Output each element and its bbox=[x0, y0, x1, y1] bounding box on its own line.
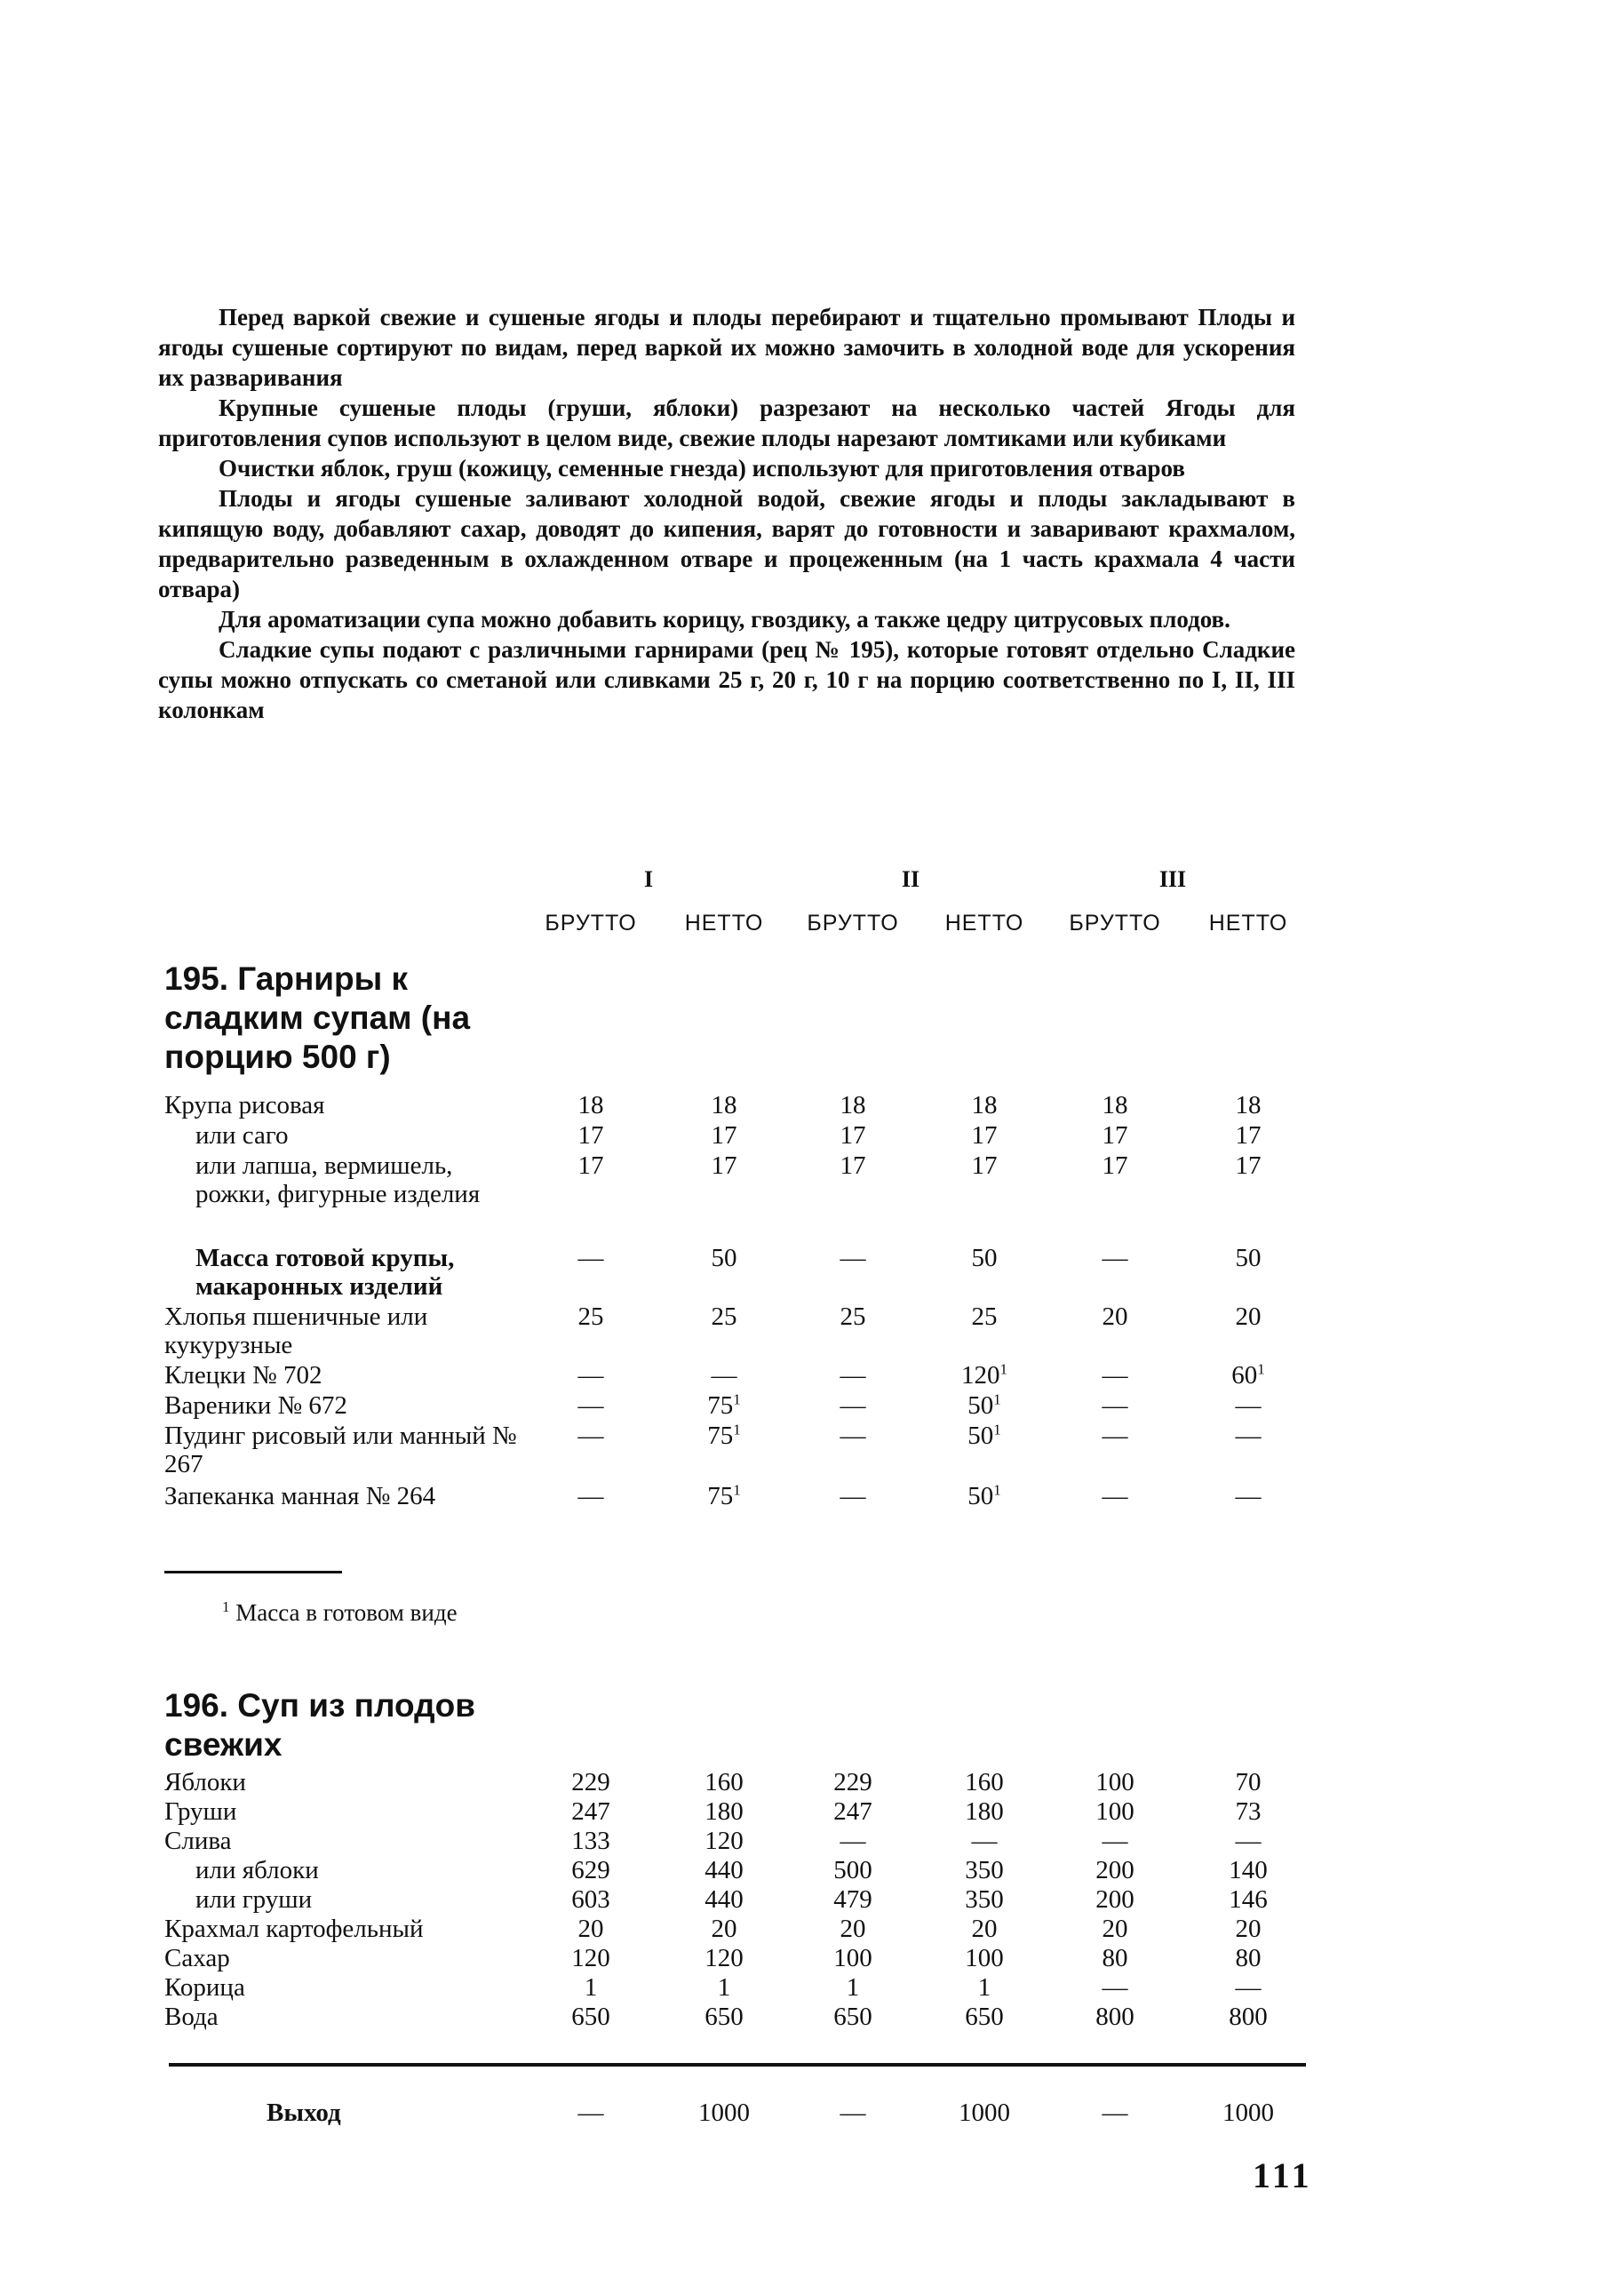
ingredient-label: Вода bbox=[164, 2003, 219, 2031]
value-text: 1000 bbox=[959, 2099, 1010, 2127]
value-cell bbox=[1071, 1244, 1159, 1272]
value-cell bbox=[808, 1973, 897, 2002]
value-cell bbox=[1071, 1302, 1159, 1331]
value-cell bbox=[808, 1091, 897, 1119]
value-text: — bbox=[577, 2099, 604, 2127]
value-text: 17 bbox=[577, 1121, 604, 1150]
value-cell bbox=[808, 1422, 897, 1450]
value-text: 60 bbox=[1231, 1361, 1258, 1390]
value-cell bbox=[1204, 2099, 1293, 2127]
value-text: 25 bbox=[577, 1302, 604, 1331]
value-cell bbox=[808, 2099, 897, 2127]
value-text: 20 bbox=[1235, 1915, 1262, 1943]
value-cell bbox=[1204, 1827, 1293, 1855]
value-cell bbox=[1204, 1091, 1293, 1119]
value-text: 20 bbox=[1102, 1915, 1128, 1943]
value-text: 650 bbox=[571, 2003, 610, 2031]
value-cell bbox=[680, 1244, 768, 1272]
value-cell bbox=[940, 1244, 1029, 1272]
value-text: 20 bbox=[711, 1915, 737, 1943]
value-cell bbox=[1071, 1944, 1159, 1972]
value-cell bbox=[546, 1482, 635, 1510]
value-cell bbox=[808, 1856, 897, 1884]
yield-label: Выход bbox=[267, 2099, 341, 2127]
value-text: 120 bbox=[705, 1944, 744, 1972]
value-text: 25 bbox=[711, 1302, 737, 1331]
value-text: 603 bbox=[571, 1885, 610, 1914]
value-text: 100 bbox=[1095, 1797, 1134, 1826]
value-text: — bbox=[840, 1361, 866, 1390]
value-text: 18 bbox=[971, 1091, 998, 1119]
ingredient-label: Яблоки bbox=[164, 1768, 246, 1796]
value-text: 100 bbox=[1095, 1768, 1134, 1796]
column-group-i: I bbox=[643, 866, 654, 892]
value-cell bbox=[680, 1885, 768, 1914]
footnote-rule bbox=[164, 1571, 342, 1573]
value-cell bbox=[1204, 1121, 1293, 1150]
column-brutto: БРУТТО bbox=[1069, 911, 1161, 936]
value-cell bbox=[940, 1973, 1029, 2002]
ingredient-label: Крахмал картофельный bbox=[164, 1915, 424, 1943]
value-cell bbox=[1204, 1797, 1293, 1826]
value-cell bbox=[808, 1244, 897, 1272]
value-cell bbox=[680, 2099, 768, 2127]
value-cell bbox=[940, 1768, 1029, 1796]
recipe-196-title: 196. Суп из плодов свежих bbox=[164, 1687, 475, 1763]
footnote-mark: 1 bbox=[993, 1421, 1001, 1438]
value-text: 25 bbox=[840, 1302, 866, 1331]
column-brutto: БРУТТО bbox=[545, 911, 637, 936]
column-headers bbox=[0, 866, 1624, 955]
value-text: 17 bbox=[711, 1151, 737, 1180]
value-cell bbox=[546, 1151, 635, 1180]
value-cell bbox=[1204, 2003, 1293, 2031]
value-text: 160 bbox=[965, 1768, 1004, 1796]
ingredient-label: Крупа рисовая bbox=[164, 1091, 325, 1119]
value-cell bbox=[1071, 1482, 1159, 1510]
value-text: — bbox=[971, 1827, 998, 1855]
ingredient-label: Пудинг рисовый или манный № 267 bbox=[164, 1422, 517, 1478]
value-text: 120 bbox=[705, 1827, 744, 1855]
value-text: 1 bbox=[846, 1973, 860, 2002]
intro-paragraph: Крупные сушеные плоды (груши, яблоки) разрезают на несколько частей Ягоды для приготовления супов используют в целом виде, свежие плоды нарезают ломтиками или кубиками bbox=[158, 394, 1295, 451]
footnote-mark: 1 bbox=[1257, 1360, 1265, 1378]
value-text: 17 bbox=[1102, 1121, 1128, 1150]
value-cell bbox=[680, 2003, 768, 2031]
value-cell bbox=[1204, 1856, 1293, 1884]
value-text: 650 bbox=[833, 2003, 872, 2031]
value-cell bbox=[1204, 1151, 1293, 1180]
recipe-195-title: 195. Гарниры к сладким супам (на порцию 500 г) bbox=[164, 960, 471, 1075]
value-text: 75 bbox=[707, 1391, 734, 1420]
value-cell bbox=[546, 1244, 635, 1272]
value-cell bbox=[680, 1091, 768, 1119]
intro-paragraph: Перед варкой свежие и сушеные ягоды и плоды перебирают и тщательно промывают Плоды и ягоды сушеные сортируют по видам, перед варкой их можно замочить в холодной воде для ускорения их разваривания bbox=[158, 304, 1295, 391]
value-cell bbox=[546, 1797, 635, 1826]
value-cell bbox=[1071, 1885, 1159, 1914]
value-cell bbox=[680, 1151, 768, 1180]
value-cell bbox=[808, 1361, 897, 1390]
value-text: 200 bbox=[1095, 1885, 1134, 1914]
value-text: — bbox=[1235, 1973, 1262, 2002]
ingredient-label: Корица bbox=[164, 1973, 245, 2002]
intro-paragraph: Для ароматизации супа можно добавить корицу, гвоздику, а также цедру цитрусовых плодов. bbox=[219, 606, 1230, 633]
footnote bbox=[222, 1599, 458, 1627]
value-text: 18 bbox=[840, 1091, 866, 1119]
value-cell bbox=[1071, 2003, 1159, 2031]
ingredient-label: или лапша, вермишель, рожки, фигурные изделия bbox=[195, 1151, 481, 1208]
value-cell bbox=[1071, 1915, 1159, 1943]
value-text: 20 bbox=[1102, 1302, 1128, 1331]
value-cell bbox=[940, 1482, 1029, 1510]
value-cell bbox=[940, 1151, 1029, 1180]
value-text: 17 bbox=[971, 1121, 998, 1150]
value-cell bbox=[546, 1361, 635, 1390]
value-text: 1000 bbox=[698, 2099, 750, 2127]
value-cell bbox=[940, 1944, 1029, 1972]
value-text: 1 bbox=[977, 1973, 991, 2002]
value-cell bbox=[940, 1391, 1029, 1420]
value-cell bbox=[940, 1827, 1029, 1855]
column-netto: НЕТТО bbox=[1208, 911, 1288, 936]
value-cell bbox=[940, 1915, 1029, 1943]
value-text: 17 bbox=[971, 1151, 998, 1180]
column-brutto: БРУТТО bbox=[807, 911, 899, 936]
value-cell bbox=[546, 1944, 635, 1972]
value-cell bbox=[546, 1768, 635, 1796]
value-cell bbox=[546, 2003, 635, 2031]
value-text: — bbox=[1235, 1482, 1262, 1510]
ingredient-label: Сахар bbox=[164, 1944, 230, 1972]
value-text: 80 bbox=[1235, 1944, 1262, 1972]
value-text: 18 bbox=[711, 1091, 737, 1119]
value-cell bbox=[808, 1302, 897, 1331]
value-text: 17 bbox=[840, 1151, 866, 1180]
value-cell bbox=[940, 1091, 1029, 1119]
value-text: 160 bbox=[705, 1768, 744, 1796]
value-text: 500 bbox=[833, 1856, 872, 1884]
value-text: 350 bbox=[965, 1856, 1004, 1884]
ingredient-label: Слива bbox=[164, 1827, 232, 1855]
value-text: — bbox=[1235, 1422, 1262, 1450]
value-cell bbox=[1204, 1422, 1293, 1450]
value-cell bbox=[680, 1302, 768, 1331]
ingredient-label: Клецки № 702 bbox=[164, 1361, 322, 1390]
ingredient-label: Масса готовой крупы, макаронных изделий bbox=[195, 1244, 455, 1301]
value-text: — bbox=[1102, 1827, 1128, 1855]
value-text: 146 bbox=[1229, 1885, 1268, 1914]
value-text: 20 bbox=[840, 1915, 866, 1943]
value-text: 140 bbox=[1229, 1856, 1268, 1884]
value-text: 100 bbox=[965, 1944, 1004, 1972]
value-cell bbox=[1071, 1422, 1159, 1450]
value-text: — bbox=[840, 2099, 866, 2127]
value-cell bbox=[1071, 1827, 1159, 1855]
value-cell bbox=[940, 1361, 1029, 1390]
value-text: 75 bbox=[707, 1422, 734, 1450]
value-cell bbox=[808, 1915, 897, 1943]
value-text: 20 bbox=[577, 1915, 604, 1943]
value-text: — bbox=[577, 1422, 604, 1450]
value-cell bbox=[680, 1944, 768, 1972]
value-cell bbox=[1204, 1482, 1293, 1510]
value-text: 18 bbox=[1102, 1091, 1128, 1119]
value-cell bbox=[1204, 1361, 1293, 1390]
value-text: — bbox=[577, 1361, 604, 1390]
footnote-mark: 1 bbox=[733, 1481, 741, 1499]
value-text: — bbox=[1102, 1973, 1128, 2002]
value-text: 1000 bbox=[1222, 2099, 1274, 2127]
value-cell bbox=[940, 2003, 1029, 2031]
value-cell bbox=[1204, 1302, 1293, 1331]
value-cell bbox=[546, 1827, 635, 1855]
value-text: 17 bbox=[1235, 1151, 1262, 1180]
value-cell bbox=[1204, 1973, 1293, 2002]
value-cell bbox=[1204, 1244, 1293, 1272]
value-cell bbox=[808, 2003, 897, 2031]
value-cell bbox=[1071, 1856, 1159, 1884]
value-cell bbox=[1071, 1391, 1159, 1420]
value-text: 50 bbox=[711, 1244, 737, 1272]
value-cell bbox=[808, 1827, 897, 1855]
value-text: 229 bbox=[833, 1768, 872, 1796]
value-text: 80 bbox=[1102, 1944, 1128, 1972]
ingredient-label: Запеканка манная № 264 bbox=[164, 1482, 436, 1510]
value-text: — bbox=[840, 1482, 866, 1510]
value-text: 479 bbox=[833, 1885, 872, 1914]
value-cell bbox=[1071, 1361, 1159, 1390]
value-text: 629 bbox=[571, 1856, 610, 1884]
value-text: — bbox=[1235, 1391, 1262, 1420]
value-text: 1 bbox=[717, 1973, 731, 2002]
value-cell bbox=[546, 1391, 635, 1420]
ingredient-label: Груши bbox=[164, 1797, 237, 1826]
value-cell bbox=[940, 1797, 1029, 1826]
value-cell bbox=[546, 1422, 635, 1450]
value-cell bbox=[940, 1302, 1029, 1331]
value-cell bbox=[940, 1856, 1029, 1884]
value-text: 120 bbox=[961, 1361, 1000, 1390]
value-text: 17 bbox=[1102, 1151, 1128, 1180]
value-cell bbox=[680, 1422, 768, 1450]
ingredient-label: или саго bbox=[195, 1121, 289, 1150]
value-text: — bbox=[1102, 1422, 1128, 1450]
value-cell bbox=[940, 1422, 1029, 1450]
value-text: 440 bbox=[705, 1885, 744, 1914]
value-text: 1 bbox=[584, 1973, 598, 2002]
value-text: 17 bbox=[840, 1121, 866, 1150]
value-cell bbox=[680, 1797, 768, 1826]
intro-paragraph: Сладкие супы подают с различными гарнирами (рец № 195), которые готовят отдельно Сладкие супы можно отпускать со сметаной или сливками 25 г, 20 г, 10 г на порцию соответственно по I, II, III колонкам bbox=[158, 636, 1295, 723]
value-text: — bbox=[840, 1244, 866, 1272]
value-cell bbox=[546, 1121, 635, 1150]
value-cell bbox=[680, 1391, 768, 1420]
value-cell bbox=[1204, 1768, 1293, 1796]
footnote-mark: 1 bbox=[993, 1390, 1001, 1408]
value-text: 50 bbox=[1235, 1244, 1262, 1272]
value-cell bbox=[680, 1973, 768, 2002]
value-cell bbox=[808, 1121, 897, 1150]
value-cell bbox=[808, 1391, 897, 1420]
ingredient-label: Вареники № 672 bbox=[164, 1391, 347, 1420]
value-cell bbox=[680, 1827, 768, 1855]
footnote-text: Масса в готовом виде bbox=[235, 1599, 458, 1626]
value-cell bbox=[680, 1768, 768, 1796]
footnote-mark: 1 bbox=[222, 1598, 230, 1615]
value-cell bbox=[680, 1361, 768, 1390]
value-text: — bbox=[840, 1422, 866, 1450]
value-text: 120 bbox=[571, 1944, 610, 1972]
value-text: 17 bbox=[577, 1151, 604, 1180]
value-cell bbox=[680, 1482, 768, 1510]
value-text: 650 bbox=[965, 2003, 1004, 2031]
value-text: — bbox=[1102, 1482, 1128, 1510]
value-cell bbox=[546, 2099, 635, 2127]
value-text: — bbox=[840, 1391, 866, 1420]
value-text: 20 bbox=[1235, 1302, 1262, 1331]
value-text: 17 bbox=[1235, 1121, 1262, 1150]
value-cell bbox=[546, 1885, 635, 1914]
value-cell bbox=[1071, 1973, 1159, 2002]
value-text: 20 bbox=[971, 1915, 998, 1943]
value-text: — bbox=[711, 1361, 737, 1390]
value-text: 18 bbox=[577, 1091, 604, 1119]
value-cell bbox=[808, 1151, 897, 1180]
value-cell bbox=[546, 1973, 635, 2002]
value-text: — bbox=[577, 1482, 604, 1510]
value-text: 650 bbox=[705, 2003, 744, 2031]
footnote-mark: 1 bbox=[993, 1481, 1001, 1499]
value-text: 25 bbox=[971, 1302, 998, 1331]
value-text: 350 bbox=[965, 1885, 1004, 1914]
value-text: — bbox=[1102, 2099, 1128, 2127]
value-cell bbox=[546, 1091, 635, 1119]
value-cell bbox=[808, 1768, 897, 1796]
value-cell bbox=[1204, 1391, 1293, 1420]
value-text: 50 bbox=[967, 1391, 994, 1420]
value-cell bbox=[546, 1302, 635, 1331]
intro-paragraph: Очистки яблок, груш (кожицу, семенные гнезда) используют для приготовления отваров bbox=[219, 455, 1185, 482]
footnote-mark: 1 bbox=[999, 1360, 1007, 1378]
value-cell bbox=[680, 1121, 768, 1150]
value-text: 247 bbox=[571, 1797, 610, 1826]
ingredient-label: Хлопья пшеничные или кукурузные bbox=[164, 1302, 428, 1359]
value-cell bbox=[808, 1944, 897, 1972]
value-cell bbox=[1204, 1915, 1293, 1943]
value-cell bbox=[680, 1915, 768, 1943]
value-text: 18 bbox=[1235, 1091, 1262, 1119]
value-text: 180 bbox=[965, 1797, 1004, 1826]
value-cell bbox=[1071, 1151, 1159, 1180]
table-rule bbox=[169, 2063, 1306, 2067]
value-cell bbox=[1071, 1797, 1159, 1826]
value-text: 75 bbox=[707, 1482, 734, 1510]
ingredient-label: или яблоки bbox=[195, 1856, 319, 1884]
value-cell bbox=[1071, 1768, 1159, 1796]
value-cell bbox=[1204, 1944, 1293, 1972]
value-text: 133 bbox=[571, 1827, 610, 1855]
value-cell bbox=[546, 1915, 635, 1943]
ingredient-label: или груши bbox=[195, 1885, 313, 1914]
value-text: 100 bbox=[833, 1944, 872, 1972]
value-text: 50 bbox=[967, 1422, 994, 1450]
value-text: 800 bbox=[1095, 2003, 1134, 2031]
value-text: — bbox=[577, 1391, 604, 1420]
intro-paragraph: Плоды и ягоды сушеные заливают холодной водой, свежие ягоды и плоды закладывают в кипящую воду, добавляют сахар, доводят до кипения, варят до готовности и заваривают крахмалом, предварительно разведенным в охлажденном отваре и процеженным (на 1 часть крахмала 4 части отвара) bbox=[158, 485, 1295, 602]
column-group-ii: II bbox=[901, 866, 920, 892]
value-text: 70 bbox=[1235, 1768, 1262, 1796]
page-number: 111 bbox=[1253, 2155, 1313, 2195]
intro-text bbox=[158, 302, 1295, 725]
value-cell bbox=[1071, 1091, 1159, 1119]
value-text: 800 bbox=[1229, 2003, 1268, 2031]
value-text: 50 bbox=[967, 1482, 994, 1510]
value-cell bbox=[1071, 1121, 1159, 1150]
value-cell bbox=[808, 1482, 897, 1510]
column-netto: НЕТТО bbox=[944, 911, 1024, 936]
value-text: 200 bbox=[1095, 1856, 1134, 1884]
column-group-iii: III bbox=[1158, 866, 1187, 892]
value-text: 73 bbox=[1235, 1797, 1262, 1826]
value-text: — bbox=[840, 1827, 866, 1855]
value-cell bbox=[1071, 2099, 1159, 2127]
footnote-mark: 1 bbox=[733, 1390, 741, 1408]
value-text: — bbox=[577, 1244, 604, 1272]
value-text: 180 bbox=[705, 1797, 744, 1826]
value-text: 17 bbox=[711, 1121, 737, 1150]
footnote-mark: 1 bbox=[733, 1421, 741, 1438]
value-cell bbox=[808, 1797, 897, 1826]
value-text: — bbox=[1102, 1391, 1128, 1420]
value-text: 229 bbox=[571, 1768, 610, 1796]
value-text: 50 bbox=[971, 1244, 998, 1272]
value-text: 440 bbox=[705, 1856, 744, 1884]
value-text: — bbox=[1235, 1827, 1262, 1855]
value-cell bbox=[808, 1885, 897, 1914]
value-cell bbox=[680, 1856, 768, 1884]
value-text: — bbox=[1102, 1244, 1128, 1272]
value-cell bbox=[940, 1885, 1029, 1914]
value-cell bbox=[940, 1121, 1029, 1150]
column-netto: НЕТТО bbox=[684, 911, 764, 936]
value-cell bbox=[1204, 1885, 1293, 1914]
value-text: — bbox=[1102, 1361, 1128, 1390]
value-text: 247 bbox=[833, 1797, 872, 1826]
value-cell bbox=[940, 2099, 1029, 2127]
value-cell bbox=[546, 1856, 635, 1884]
